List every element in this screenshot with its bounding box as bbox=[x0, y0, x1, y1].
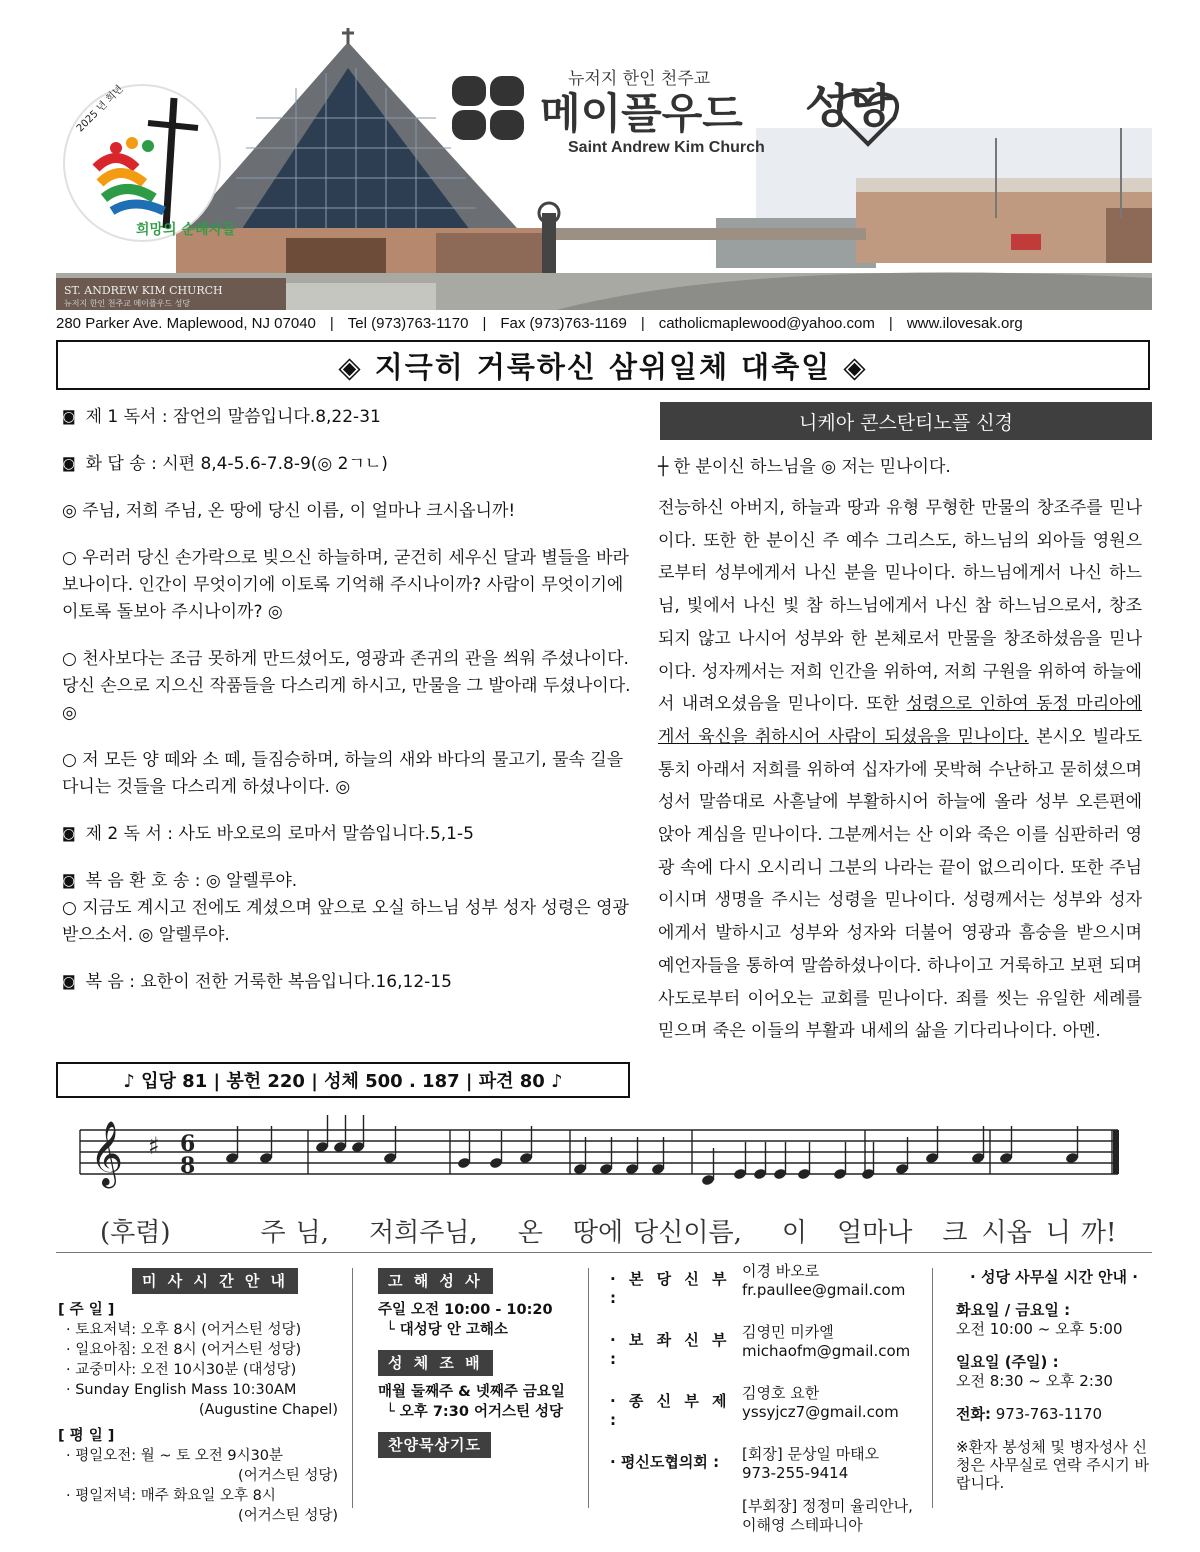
lyric-word: 땅에 bbox=[572, 1218, 624, 1248]
clergy-section bbox=[610, 1262, 930, 1550]
logo-heart-text: 성당 bbox=[805, 79, 894, 133]
creed-underlined: 성령으로 인하여 동정 마리아에게서 육신을 취하시어 사람이 되셨음을 믿나이다. bbox=[658, 694, 1142, 747]
office-hours-heading: · 성당 사무실 시간 안내 · bbox=[970, 1268, 1138, 1286]
lyric-word: 크 bbox=[942, 1218, 968, 1248]
score-notes bbox=[225, 1115, 1079, 1186]
office-phone: 973-763-1170 bbox=[995, 1405, 1103, 1423]
treble-clef-icon: 𝄞 bbox=[90, 1121, 124, 1186]
sunday-mass-4-location: (Augustine Chapel) bbox=[198, 1402, 338, 1418]
time-signature-top: 6 bbox=[180, 1131, 196, 1157]
confession-place: └ 대성당 안 고해소 bbox=[386, 1322, 508, 1338]
column-divider bbox=[588, 1268, 589, 1508]
reading-bullet-icon: ◙ bbox=[62, 826, 76, 842]
creed-body: 전능하신 아버지, 하늘과 땅과 유형 무형한 만물의 창조주를 믿나이다. 또한 한 분이신 주 예수 그리스도, 하느님의 외아들 영원으로부터 성부에게서 나신 분을 믿나이다. 하느님에게서 나신 하느님, 빛에서 나신 빛 참 하느님에게서 나신 참 하느님으로서, 창조되지 않고 나시어 성부와 한 본체로서 만물을 창조하셨음을 믿나이다. 성자께서는 저희 인간을 위하여, 저희 구원을 위하여 하늘에서 내려오셨음을 믿나이다. 또한 성령으로 인하여 동정 마리아에게서 육신을 취하시어 사람이 되셨음을 믿나이다. 본시오 빌라도 통치 아래서 저희를 위하여 십자가에 못박혀 수난하고 묻히셨으며 성서 말씀대로 사흗날에 부활하시어 하늘에 올라 성부 오른편에 앉아 계심을 믿나이다. 그분께서는 산 이와 죽은 이를 심판하러 영광 속에 다시 오시리니 그분의 나라는 끝이 없으리이다. 또한 주님이시며 생명을 주시는 성령을 믿나이다. 성령께서는 성부와 성자에게서 발하시고 성부와 성자와 더불어 영광과 흠숭을 받으시며 예언자들을 통하여 말씀하셨나이다. 하나이고 거룩하고 보편 되며 사도로부터 이어오는 교회를 믿나이다. 죄를 씻는 유일한 세례를 믿으며 죽은 이들의 부활과 내세의 삶을 기다리나이다. 아멘. bbox=[658, 498, 1142, 1042]
reading-bullet-icon: ◙ bbox=[62, 409, 76, 425]
lyric-word: 까! bbox=[1080, 1218, 1117, 1248]
logo-top-text: 뉴저지 한인 천주교 bbox=[568, 69, 711, 89]
permanent-deacon: · 종 신 부 제 : 김영호 요한 yssyjcz7@gmail.com bbox=[610, 1384, 930, 1430]
telephone: Tel (973)763-1170 bbox=[347, 315, 469, 332]
website-link[interactable]: www.ilovesak.org bbox=[906, 315, 1023, 332]
reading-bullet-icon: ◙ bbox=[62, 456, 76, 472]
email-link[interactable]: catholicmaplewood@yahoo.com bbox=[658, 315, 875, 332]
parish-council: · 평신도협의회 : [회장] 문상일 마태오 973-255-9414 [부회장] 정정미 율리안나, 이해영 스테파니아 bbox=[610, 1445, 913, 1534]
lyric-word: 이 bbox=[781, 1218, 807, 1248]
confession-time: 주일 오전 10:00 - 10:20 bbox=[378, 1302, 553, 1318]
sunday-mass-4: · Sunday English Mass 10:30AM bbox=[66, 1382, 297, 1398]
confession-section bbox=[378, 1268, 588, 1464]
adoration-time: 매월 둘째주 & 넷째주 금요일 bbox=[378, 1384, 565, 1400]
refrain-lyrics bbox=[100, 1212, 1117, 1249]
sunday-mass-1: · 토요저녁: 오후 8시 (어거스틴 성당) bbox=[66, 1322, 302, 1338]
weekday-mass-2-location: (어거스틴 성당) bbox=[238, 1508, 338, 1524]
church-logo bbox=[450, 66, 970, 156]
column-divider bbox=[932, 1268, 933, 1508]
mass-schedule-tag: 미 사 시 간 안 내 bbox=[132, 1268, 298, 1294]
psalm: ◙ 화 답 송 : 시편 8,4-5.6-7.8-9(◎ 2ㄱㄴ) bbox=[62, 451, 632, 478]
hymn-numbers: ♪ 입당 81 | 봉헌 220 | 성체 500 . 187 | 파견 80 ♪ bbox=[56, 1062, 630, 1098]
adoration-tag: 성 체 조 배 bbox=[378, 1350, 493, 1376]
address: 280 Parker Ave. Maplewood, NJ 07040 bbox=[56, 315, 316, 332]
logo-english-text: Saint Andrew Kim Church bbox=[568, 139, 765, 156]
sick-call-note: ※환자 봉성체 및 병자성사 신청은 사무실로 연락 주시기 바랍니다. bbox=[956, 1438, 1149, 1492]
adoration-place: └ 오후 7:30 어거스틴 성당 bbox=[386, 1404, 564, 1420]
psalm-response: ◎ 주님, 저희 주님, 온 땅에 당신 이름, 이 얼마나 크시옵니까! bbox=[62, 501, 516, 521]
logo-graphic bbox=[450, 66, 970, 156]
deacon-email[interactable]: yssyjcz7@gmail.com bbox=[742, 1403, 899, 1421]
lyric-word: 시옵 bbox=[981, 1218, 1032, 1248]
first-reading: ◙ 제 1 독서 : 잠언의 말씀입니다.8,22-31 bbox=[62, 404, 632, 431]
creed-heading: 니케아 콘스탄티노플 신경 bbox=[660, 402, 1152, 440]
office-hours: · 성당 사무실 시간 안내 · 화요일 / 금요일 : 오전 10:00 ~ 오후 5:00 일요일 (주일) : 오전 8:30 ~ 오후 2:30 전화: 973-763-1170 ※환자 봉성체 및 병자성사 신청은 사무실로 연락 주시기 바랍니다. bbox=[956, 1268, 1152, 1492]
mass-schedule bbox=[58, 1268, 338, 1526]
church-sign-line2: 뉴저지 한인 천주교 메이플우드 성당 bbox=[64, 299, 191, 308]
jubilee-year-text: 2025 년 희년 bbox=[74, 83, 126, 135]
jubilee-slogan: 희망의 순례자들 bbox=[136, 222, 236, 238]
psalm-verse-3: ○ 저 모든 양 떼와 소 떼, 들짐승하며, 하늘의 새와 바다의 물고기, 물속 길을 다니는 것들을 다스리게 하셨나이다. ◎ bbox=[62, 750, 624, 797]
logo-main-text: 메이플우드 bbox=[540, 89, 743, 138]
psalm-verse-1: ○ 우러러 당신 손가락으로 빚으신 하늘하며, 굳건히 세우신 달과 별들을 바라보나이다. 인간이 무엇이기에 이토록 기억해 주시나이까? 사람이 무엇이기에 이토록 돌보아 주시나이까? ◎ bbox=[62, 548, 629, 622]
gospel: ◙ 복 음 : 요한이 전한 거룩한 복음입니다.16,12-15 bbox=[62, 969, 632, 996]
second-reading: ◙ 제 2 독 서 : 사도 바오로의 로마서 말씀입니다.5,1-5 bbox=[62, 821, 632, 848]
alleluia-verse: ○ 지금도 계시고 전에도 계셨으며 앞으로 오실 하느님 성부 성자 성령은 영광받으소서. ◎ 알렐루야. bbox=[62, 898, 629, 945]
creed-first-line: ┼ 한 분이신 하느님을 ◎ 저는 믿나이다. bbox=[658, 457, 951, 477]
lyric-word: 님, bbox=[295, 1218, 330, 1248]
sunday-heading: [ 주 일 ] bbox=[58, 1302, 115, 1318]
associate-pastor: · 보 좌 신 부 : 김영민 미카엘 michaofm@gmail.com bbox=[610, 1323, 930, 1369]
weekday-mass-1: · 평일오전: 월 ~ 토 오전 9시30분 bbox=[66, 1448, 284, 1464]
lyric-word: (후렴) bbox=[100, 1218, 171, 1248]
fax: Fax (973)763-1169 bbox=[500, 315, 627, 332]
sunday-mass-3: · 교중미사: 오전 10시30분 (대성당) bbox=[66, 1362, 297, 1378]
lyric-word: 저희주님, bbox=[369, 1218, 478, 1248]
associate-pastor-email[interactable]: michaofm@gmail.com bbox=[742, 1342, 911, 1360]
lyric-word: 얼마나 bbox=[837, 1218, 913, 1248]
reading-bullet-icon: ◙ bbox=[62, 873, 76, 889]
readings-section bbox=[62, 404, 632, 1016]
weekday-heading: [ 평 일 ] bbox=[58, 1428, 115, 1444]
sunday-mass-2: · 일요아침: 오전 8시 (어거스틴 성당) bbox=[66, 1342, 302, 1358]
pastor-email[interactable]: fr.paullee@gmail.com bbox=[742, 1281, 906, 1299]
lyric-word: 당신이름, bbox=[633, 1218, 742, 1248]
church-sign-line1: ST. ANDREW KIM CHURCH bbox=[64, 284, 223, 297]
reading-bullet-icon: ◙ bbox=[62, 974, 76, 990]
contact-line: 280 Parker Ave. Maplewood, NJ 07040 | Tel (973)763-1170 | Fax (973)763-1169 | catholicmaplewood@yahoo.com | www.ilovesak.org bbox=[56, 315, 1023, 332]
praise-prayer-tag: 찬양묵상기도 bbox=[378, 1432, 491, 1458]
weekday-mass-2: · 평일저녁: 매주 화요일 오후 8시 bbox=[66, 1488, 276, 1504]
lyric-word: 주 bbox=[260, 1218, 286, 1248]
alleluia: ◙ 복 음 환 호 송 : ◎ 알렐루야. bbox=[62, 868, 632, 895]
confession-tag: 고 해 성 사 bbox=[378, 1268, 493, 1294]
footer-divider bbox=[56, 1252, 1152, 1253]
lyric-word: 니 bbox=[1045, 1218, 1071, 1248]
sharp-icon: ♯ bbox=[148, 1132, 160, 1160]
time-signature-bottom: 8 bbox=[180, 1153, 196, 1179]
feast-title: ◈ 지극히 거룩하신 삼위일체 대축일 ◈ bbox=[56, 340, 1150, 390]
tue-fri-hours: 오전 10:00 ~ 오후 5:00 bbox=[956, 1320, 1123, 1338]
psalm-verse-2: ○ 천사보다는 조금 못하게 만드셨어도, 영광과 존귀의 관을 씌워 주셨나이다. 당신 손으로 지으신 작품들을 다스리게 하시고, 만물을 그 발아래 두셨나이다. ◎ bbox=[62, 649, 631, 723]
column-divider bbox=[352, 1268, 353, 1508]
sunday-hours: 오전 8:30 ~ 오후 2:30 bbox=[956, 1372, 1113, 1390]
lyric-word: 온 bbox=[517, 1218, 543, 1248]
pastor: · 본 당 신 부 : 이경 바오로 fr.paullee@gmail.com bbox=[610, 1262, 930, 1308]
weekday-mass-1-location: (어거스틴 성당) bbox=[238, 1468, 338, 1484]
